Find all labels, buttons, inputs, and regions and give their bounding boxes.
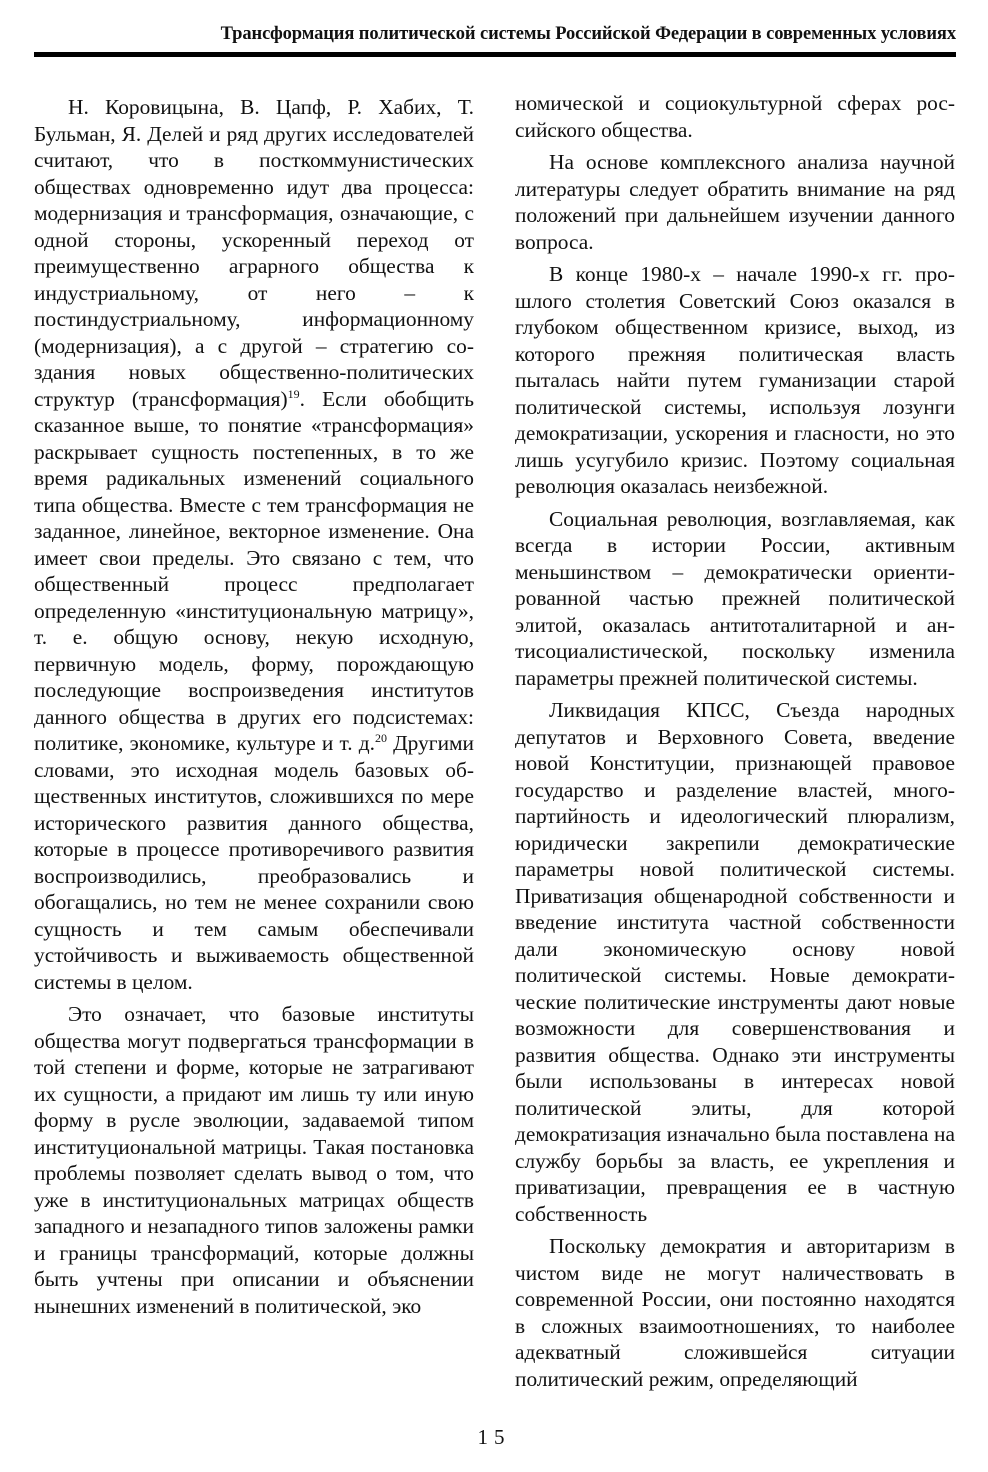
paragraph: Поскольку демократия и авторитаризм в чистом виде не могут наличествовать в современной России, они постоянно находятся в сложных взаимоотношениях, то наиболее адекватный сложившейся ситуации политический режим, определяющий [515, 1234, 955, 1391]
paragraph: В конце 1980-х – начале 1990-х гг. прошлого столетия Советский Союз оказался в глубоком общественном кризисе, выход, из которого прежняя политическая власть пыталась найти путем гуманизации старой политической системы, используя лозунги демократизации, ускорения и гласности, но это лишь усугубило кризис. Поэтому социальная революция оказалась неизбежной. [515, 262, 955, 498]
paragraph [34, 94, 474, 995]
paragraph: На основе комплексного анализа научной литературы следует обратить внимание на ряд положений при дальнейшем изучении данного вопроса. [515, 150, 955, 254]
footnote-ref-20: 20 [374, 730, 387, 745]
paragraph-text: Другими словами, это исходная модель базовых общественных институтов, сложившихся по мере исторического развития данного общества, которые в процессе противоречивого развития воспроизводились, преобразовались и обогащались, но тем не менее сохранили свою сущность и тем самым обеспечивали устойчивость и выживаемость общественной системы в целом. [34, 731, 474, 994]
paragraph-text: . Если обобщить сказанное выше, то понятие «трансформация» раскрывает сущность постепенных, в то же время радикальных изменений социального типа общества. Вместе с тем трансформация не заданное, линейное, векторное изменение. Она имеет свои пределы. Это связано с тем, что общественный процесс предполагает определенную «институциональную матрицу», т. е. общую основу, некую исходную, первичную модель, форму, порождающую последующие воспроизведения институтов данного общества в других его подсистемах: политике, экономике, культуре и т. д. [34, 386, 475, 755]
paragraph-text: Н. Коровицына, В. Цапф, Р. Хабих, Т. Бульман, Я. Делей и ряд других исследователей считают, что в посткоммунистических обществах одновременно идут два процесса: модернизация и трансформация, означающие, с одной стороны, ускоренный переход от преимущественно аграрного общества к индустриальному, от него – к постиндустриальному, информационному (модернизация), а с другой – стратегию создания новых общественно-политических структур (трансформация) [34, 95, 474, 411]
header-rule [34, 52, 956, 57]
paragraph: Социальная революция, возглавляемая, как всегда в истории России, активным меньшинством – демократически ориентированной частью прежней политической элитой, оказалась антитоталитарной и антисоциалистической, поскольку изменила параметры прежней политической системы. [515, 506, 955, 690]
paragraph-continuation: номической и социокультурной сферах российского общества. [515, 91, 955, 142]
right-column [515, 90, 955, 1398]
paragraph: Ликвидация КПСС, Съезда народных депутатов и Верховного Совета, введение новой Конституции, признающей правовое государство и разделение властей, многопартийность и идеологический плюрализм, юридически закрепили демократические параметры новой политической системы. Приватизация общенародной собственности и введение института частной собственности дали экономическую основу новой политической системы. Новые демократические политические инструменты дают новые возможности для совершенствования и развития общества. Однако эти инструменты были использованы в интересах новой политической элиты, для которой демократизация изначально была поставлена на службу борьбы за власть, ее укрепления и приватизации, превращения ее в частную собственность [515, 698, 955, 1226]
paragraph: Это означает, что базовые институты общества могут подвергаться трансформации в той степени и форме, которые не затрагивают их сущности, а придают им лишь ту или иную форму в русле эволюции, задаваемой типом институциональной матрицы. Такая постановка проблемы позволяет сделать вывод о том, что уже в институциональных матрицах обществ западного и незападного типов заложены рамки и границы трансформаций, которые должны быть учтены при описании и объяснении нынешних изменений в политической, эко [34, 1002, 474, 1318]
left-column [34, 94, 474, 1325]
footnote-ref-19: 19 [287, 386, 300, 401]
page-number: 15 [477, 1425, 511, 1449]
running-header: Трансформация политической системы Российской Федерации в современных условиях [220, 24, 956, 44]
